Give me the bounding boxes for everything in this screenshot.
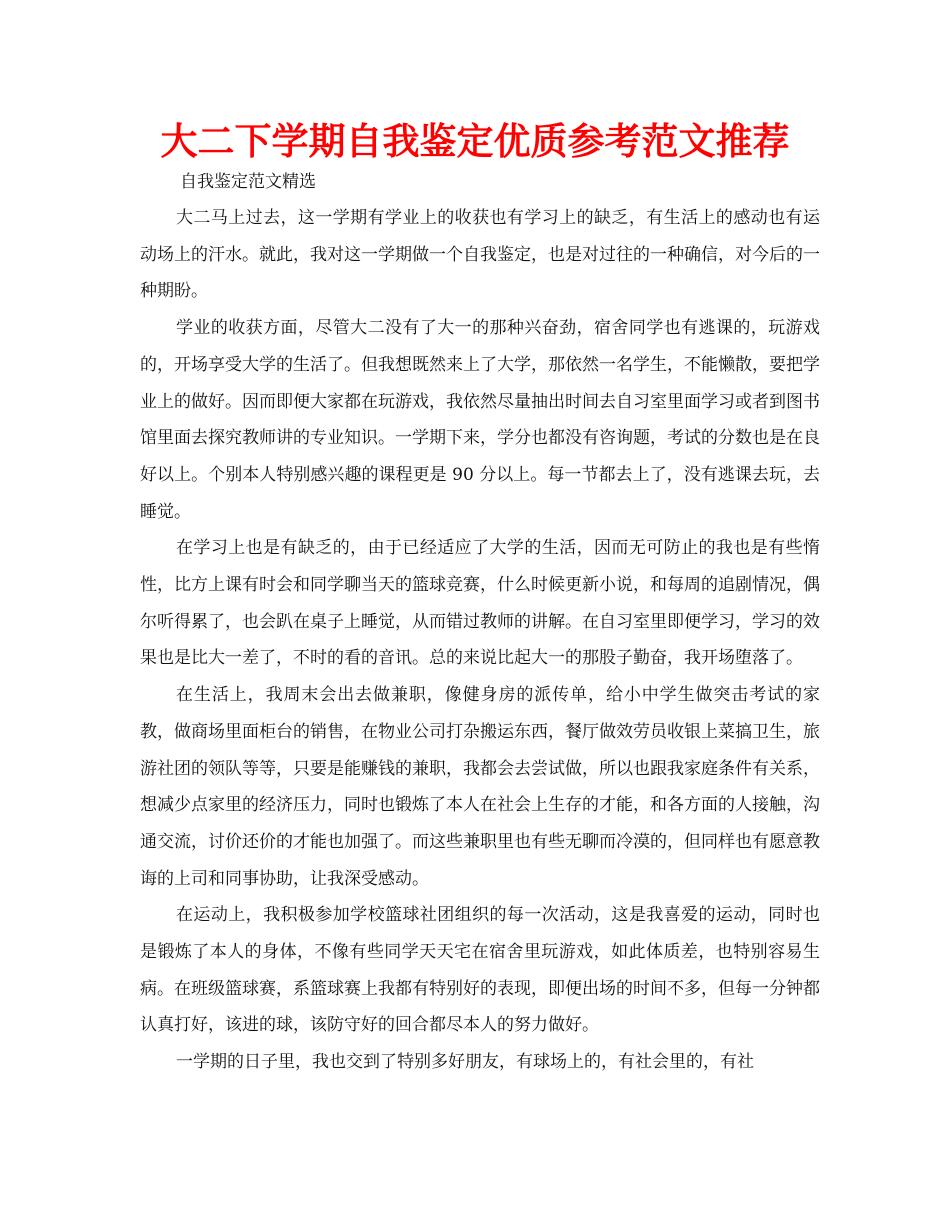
paragraph-study-shortcomings: 在学习上也是有缺乏的，由于已经适应了大学的生活，因而无可防止的我也是有些惰性，比方上课有时会和同学聊当天的篮球竞赛，什么时候更新小说，和每周的追剧情况，偶尔听得累了，也会趴在桌子上睡觉，从而错过教师的讲解。在自习室里即便学习，学习的效果也是比大一差了，不时的看的音讯。总的来说比起大一的那股子勤奋，我开场堕落了。 (140, 538, 820, 669)
paragraph-intro: 大二马上过去，这一学期有学业上的收获也有学习上的缺乏，有生活上的感动也有运动场上的汗水。就此，我对这一学期做一个自我鉴定，也是对过往的一种确信，对今后的一种期盼。 (140, 208, 820, 302)
document-subtitle: 自我鉴定范文精选 (180, 172, 316, 192)
paragraph-friends: 一学期的日子里，我也交到了特别多好朋友，有球场上的，有社会里的，有社 (176, 1052, 754, 1073)
paragraph-sports: 在运动上，我积极参加学校篮球社团组织的每一次活动，这是我喜爱的运动，同时也是锻炼了本人的身体，不像有些同学天天宅在宿舍里玩游戏，如此体质差，也特别容易生病。在班级篮球赛，系篮球赛上我都有特别好的表现，即便出场的时间不多，但每一分钟都认真打好，该进的球，该防守好的回合都尽本人的努力做好。 (140, 905, 820, 1036)
paragraph-life: 在生活上，我周末会出去做兼职，像健身房的派传单，给小中学生做突击考试的家教，做商场里面柜台的销售，在物业公司打杂搬运东西，餐厅做效劳员收银上菜搞卫生，旅游社团的领队等等，只要是能赚钱的兼职，我都会去尝试做，所以也跟我家庭条件有关系，想减少点家里的经济压力，同时也锻炼了本人在社会上生存的才能，和各方面的人接触，沟通交流，讨价还价的才能也加强了。而这些兼职里也有些无聊而冷漠的，但同样也有愿意教诲的上司和同事协助，让我深受感动。 (140, 685, 820, 889)
paragraph-study-gains: 学业的收获方面，尽管大二没有了大一的那种兴奋劲，宿舍同学也有逃课的，玩游戏的，开场享受大学的生活了。但我想既然来上了大学，那依然一名学生，不能懒散，要把学业上的做好。因而即便大家都在玩游戏，我依然尽量抽出时间去自习室里面学习或者到图书馆里面去探究教师讲的专业知识。一学期下来，学分也都没有咨询题，考试的分数也是在良好以上。个别本人特别感兴趣的课程更是 90 分以上。每一节都去上了，没有逃课去玩，去睡觉。 (140, 318, 820, 522)
document-body (140, 200, 820, 1081)
document-title: 大二下学期自我鉴定优质参考范文推荐 (160, 120, 790, 163)
